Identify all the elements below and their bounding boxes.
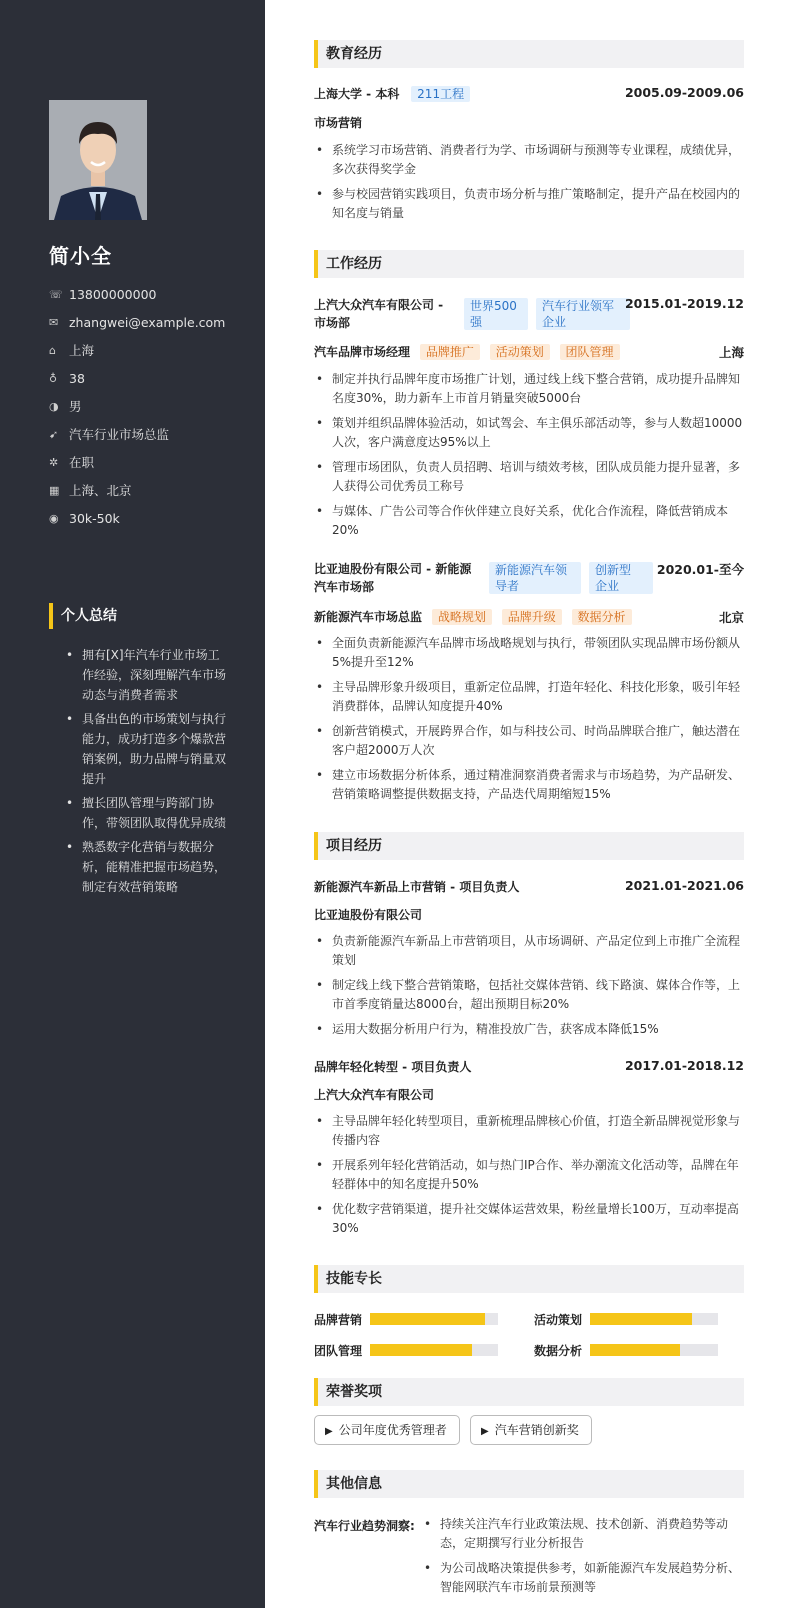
summary-title: 个人总结 — [49, 603, 117, 629]
skill-bar-fill — [370, 1344, 472, 1356]
education-list — [314, 141, 744, 229]
list-item: • 为公司战略决策提供参考，如新能源汽车发展趋势分析、智能网联汽车市场前景预测等 — [422, 1559, 744, 1597]
list-item: • 制定并执行品牌年度市场推广计划，通过线上线下整合营销，成功提升品牌知名度30%，助力新车上市首月销量突破5000台 — [314, 370, 744, 408]
list-item: • 拥有[X]年汽车行业市场工作经验，深刻理解汽车市场动态与消费者需求 — [66, 645, 226, 705]
email-icon: ✉ — [49, 315, 59, 329]
education-header — [314, 85, 744, 103]
contact-info-list — [49, 280, 249, 532]
skill-tag: 品牌推广 — [420, 344, 480, 360]
list-item: • 系统学习市场营销、消费者行为学、市场调研与预测等专业课程，成绩优异，多次获得奖学金 — [314, 141, 744, 179]
project-name: 品牌年轻化转型 - 项目负责人 — [314, 1060, 472, 1074]
list-item: • 管理市场团队，负责人员招聘、培训与绩效考核，团队成员能力提升显著，多人获得公司优秀员工称号 — [314, 458, 744, 496]
phone-icon: ☏ — [49, 287, 63, 301]
info-target-position: ➹ 汽车行业市场总监 — [49, 427, 170, 442]
company-tag: 创新型 企业 — [589, 562, 653, 594]
skill-tag: 战略规划 — [432, 609, 492, 625]
play-icon: ▶ — [325, 1426, 333, 1437]
job-header — [314, 560, 744, 596]
skill-tag: 活动策划 — [490, 344, 550, 360]
education-section-title: 教育经历 — [314, 40, 744, 68]
skill-label: 品牌营销 — [314, 1313, 363, 1327]
info-gender: ◑ 男 — [49, 399, 82, 414]
city-icon: ▦ — [49, 483, 60, 497]
company-name: 比亚迪股份有限公司 - 新能源 汽车市场部 — [314, 562, 472, 594]
project-name: 新能源汽车新品上市营销 - 项目负责人 — [314, 880, 520, 894]
project-company: 上汽大众汽车有限公司 — [314, 1088, 435, 1102]
school-tag: 211工程 — [411, 86, 470, 102]
skill-bar-fill — [590, 1313, 692, 1325]
list-item: • 持续关注汽车行业政策法规、技术创新、消费趋势等动态，定期撰写行业分析报告 — [422, 1515, 744, 1553]
skill-tag: 团队管理 — [560, 344, 620, 360]
list-item: • 擅长团队管理与跨部门协作，带领团队取得优异成绩 — [66, 793, 226, 833]
company-tag: 世界500 强 — [464, 298, 528, 330]
skill-bar — [590, 1344, 718, 1356]
award-badge: ▶ 汽车营销创新奖 — [470, 1415, 592, 1445]
target-position-icon: ➹ — [49, 427, 59, 441]
status-icon: ✲ — [49, 455, 59, 469]
job-list — [314, 370, 744, 546]
list-item: • 主导品牌年轻化转型项目，重新梳理品牌核心价值，打造全新品牌视觉形象与传播内容 — [314, 1112, 744, 1150]
job-date: 2015.01-2019.12 — [624, 296, 744, 311]
info-cities: ▦ 上海、北京 — [49, 483, 132, 498]
skill-label: 数据分析 — [534, 1344, 583, 1358]
skill-bar — [590, 1313, 718, 1325]
project-header — [314, 1058, 744, 1076]
age-icon: ♁ — [49, 371, 58, 385]
education-major: 市场营销 — [314, 116, 363, 130]
avatar — [49, 100, 147, 220]
play-icon: ▶ — [481, 1426, 489, 1437]
job-role: 汽车品牌市场经理 — [314, 345, 411, 359]
project-header — [314, 878, 744, 896]
list-item: • 负责新能源汽车新品上市营销项目，从市场调研、产品定位到上市推广全流程策划 — [314, 932, 744, 970]
list-item: • 具备出色的市场策划与执行能力，成功打造多个爆款营销案例，助力品牌与销量双提升 — [66, 709, 226, 789]
education-date: 2005.09-2009.06 — [624, 85, 744, 100]
job-role-row — [314, 343, 744, 361]
job-list — [314, 634, 744, 810]
info-email[interactable]: ✉ zhangwei@example.com — [49, 314, 226, 330]
skill-bar-fill — [370, 1313, 485, 1325]
skill-label: 活动策划 — [534, 1313, 583, 1327]
award-badge: ▶ 公司年度优秀管理者 — [314, 1415, 460, 1445]
company-name: 上汽大众汽车有限公司 - 市场部 — [314, 298, 444, 330]
skill-bar — [370, 1344, 498, 1356]
list-item: • 策划并组织品牌体验活动，如试驾会、车主俱乐部活动等，参与人数超10000人次，客户满意度达95%以上 — [314, 414, 744, 452]
info-age: ♁ 38 — [49, 370, 85, 386]
salary-icon: ◉ — [49, 511, 59, 525]
list-item: • 全面负责新能源汽车品牌市场战略规划与执行，带领团队实现品牌市场份额从5%提升至12% — [314, 634, 744, 672]
list-item: • 参与校园营销实践项目，负责市场分析与推广策略制定，提升产品在校园内的知名度与销量 — [314, 185, 744, 223]
other-list — [422, 1515, 744, 1603]
project-list — [314, 932, 744, 1045]
info-phone: ☏ 13800000000 — [49, 286, 157, 302]
list-item: • 熟悉数字化营销与数据分析，能精准把握市场趋势，制定有效营销策略 — [66, 837, 226, 897]
list-item: • 与媒体、广告公司等合作伙伴建立良好关系，优化合作流程，降低营销成本20% — [314, 502, 744, 540]
skill-label: 团队管理 — [314, 1344, 363, 1358]
list-item: • 创新营销模式，开展跨界合作，如与科技公司、时尚品牌联合推广，触达潜在客户超2000万人次 — [314, 722, 744, 760]
job-date: 2020.01-至今 — [656, 562, 744, 577]
info-salary: ◉ 30k-50k — [49, 510, 120, 526]
home-icon: ⌂ — [49, 343, 56, 357]
list-item: • 优化数字营销渠道，提升社交媒体运营效果，粉丝量增长100万，互动率提高30% — [314, 1200, 744, 1238]
skill-bar-fill — [590, 1344, 680, 1356]
work-section-title: 工作经历 — [314, 250, 744, 278]
info-location: ⌂ 上海 — [49, 343, 95, 358]
info-status: ✲ 在职 — [49, 455, 95, 470]
list-item: • 运用大数据分析用户行为，精准投放广告，获客成本降低15% — [314, 1020, 744, 1039]
skill-bar — [370, 1313, 498, 1325]
other-label: 汽车行业趋势洞察: — [314, 1519, 415, 1533]
job-role-row — [314, 608, 744, 626]
project-company: 比亚迪股份有限公司 — [314, 908, 423, 922]
list-item: • 制定线上线下整合营销策略，包括社交媒体营销、线下路演、媒体合作等，上市首季度销量达8000台，超出预期目标20% — [314, 976, 744, 1014]
profile-name: 简小全 — [49, 244, 112, 268]
other-section-title: 其他信息 — [314, 1470, 744, 1498]
project-list — [314, 1112, 744, 1244]
skills-section-title: 技能专长 — [314, 1265, 744, 1293]
school-name: 上海大学 - 本科 — [314, 87, 400, 101]
job-city: 上海 — [718, 345, 744, 360]
skill-tag: 数据分析 — [572, 609, 632, 625]
summary-list — [66, 645, 226, 901]
list-item: • 开展系列年轻化营销活动，如与热门IP合作、举办潮流文化活动等，品牌在年轻群体中的知名度提升50% — [314, 1156, 744, 1194]
list-item: • 建立市场数据分析体系，通过精准洞察消费者需求与市场趋势，为产品研发、营销策略调整提供数据支持，产品迭代周期缩短15% — [314, 766, 744, 804]
sidebar — [0, 0, 265, 1608]
project-date: 2021.01-2021.06 — [624, 878, 744, 893]
job-city: 北京 — [718, 610, 744, 625]
company-tag: 汽车行业领军 企业 — [536, 298, 630, 330]
job-role: 新能源汽车市场总监 — [314, 610, 423, 624]
list-item: • 主导品牌形象升级项目，重新定位品牌，打造年轻化、科技化形象，吸引年轻消费群体，品牌认知度提升40% — [314, 678, 744, 716]
skill-tag: 品牌升级 — [502, 609, 562, 625]
awards-section-title: 荣誉奖项 — [314, 1378, 744, 1406]
job-header — [314, 296, 744, 332]
gender-icon: ◑ — [49, 399, 59, 413]
company-tag: 新能源汽车领 导者 — [489, 562, 581, 594]
projects-section-title: 项目经历 — [314, 832, 744, 860]
project-date: 2017.01-2018.12 — [624, 1058, 744, 1073]
